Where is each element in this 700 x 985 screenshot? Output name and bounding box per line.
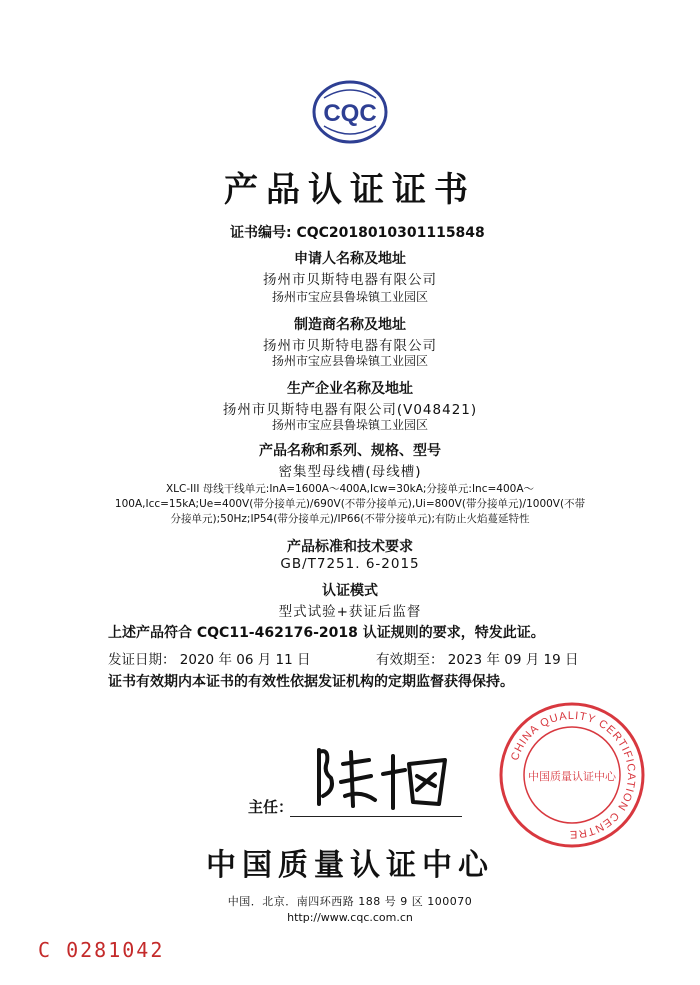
cqc-logo <box>312 80 388 144</box>
manufacturer-heading: 制造商名称及地址 <box>294 317 406 333</box>
manufacturer-address: 扬州市宝应县鲁垛镇工业园区 <box>271 354 428 368</box>
certification-seal <box>497 700 647 850</box>
director-label: 主任： <box>248 798 294 816</box>
compliance-statement: 上述产品符合 CQC11-462176-2018 认证规则的要求，特发此证。 <box>108 625 545 641</box>
manufacturer-name: 扬州市贝斯特电器有限公司 <box>263 338 437 354</box>
product-heading: 产品名称和系列、规格、型号 <box>259 443 441 459</box>
organization-name: 中国质量认证中心 <box>206 848 494 883</box>
validity-note: 证书有效期内本证书的有效性依据发证机构的定期监督获得保持。 <box>108 674 514 690</box>
organization-address: 中国．北京．南四环西路 188 号 9 区 100070 <box>227 895 473 908</box>
standard-value: GB/T7251. 6-2015 <box>280 556 420 572</box>
seal-inner-text: 中国质量认证中心 <box>528 770 616 783</box>
mode-heading: 认证模式 <box>322 583 378 599</box>
valid-until: 有效期至： 2023 年 09 月 19 日 <box>376 652 579 668</box>
product-spec-line-2: 100A,Icc=15kA;Ue=400V(带分接单元)/690V(不带分接单元),Ui=800V(带分接单元)/1000V(不带 <box>114 498 586 510</box>
director-signature <box>305 730 465 816</box>
applicant-name: 扬州市贝斯特电器有限公司 <box>263 272 437 288</box>
applicant-address: 扬州市宝应县鲁垛镇工业园区 <box>271 290 428 304</box>
certificate-serial: C 0281042 <box>38 938 165 962</box>
mode-value: 型式试验+获证后监督 <box>278 604 422 620</box>
issue-date: 发证日期： 2020 年 06 月 11 日 <box>108 652 311 668</box>
product-spec-line-1: XLC-III 母线干线单元:InA=1600A～400A,Icw=30kA;分接单元:Inc=400A～ <box>165 483 535 495</box>
signature-line <box>290 816 462 817</box>
logo-text: CQC <box>323 100 377 127</box>
organization-website: http://www.cqc.com.cn <box>287 911 413 924</box>
factory-address: 扬州市宝应县鲁垛镇工业园区 <box>271 418 428 432</box>
standard-heading: 产品标准和技术要求 <box>287 539 413 555</box>
certificate-title: 产品认证证书 <box>224 170 476 210</box>
certificate-number: 证书编号: CQC2018010301115848 <box>230 225 485 241</box>
factory-heading: 生产企业名称及地址 <box>287 381 413 397</box>
applicant-heading: 申请人名称及地址 <box>294 251 406 267</box>
product-name: 密集型母线槽(母线槽) <box>278 464 422 480</box>
factory-name: 扬州市贝斯特电器有限公司(V048421) <box>222 402 478 418</box>
seal-outer-text: CHINA QUALITY CERTIFICATION CENTRE <box>509 709 638 841</box>
product-spec-line-3: 分接单元);50Hz;IP54(带分接单元)/IP66(不带分接单元);有防止火焰蔓延特性 <box>170 513 530 525</box>
product-spec <box>80 482 620 527</box>
